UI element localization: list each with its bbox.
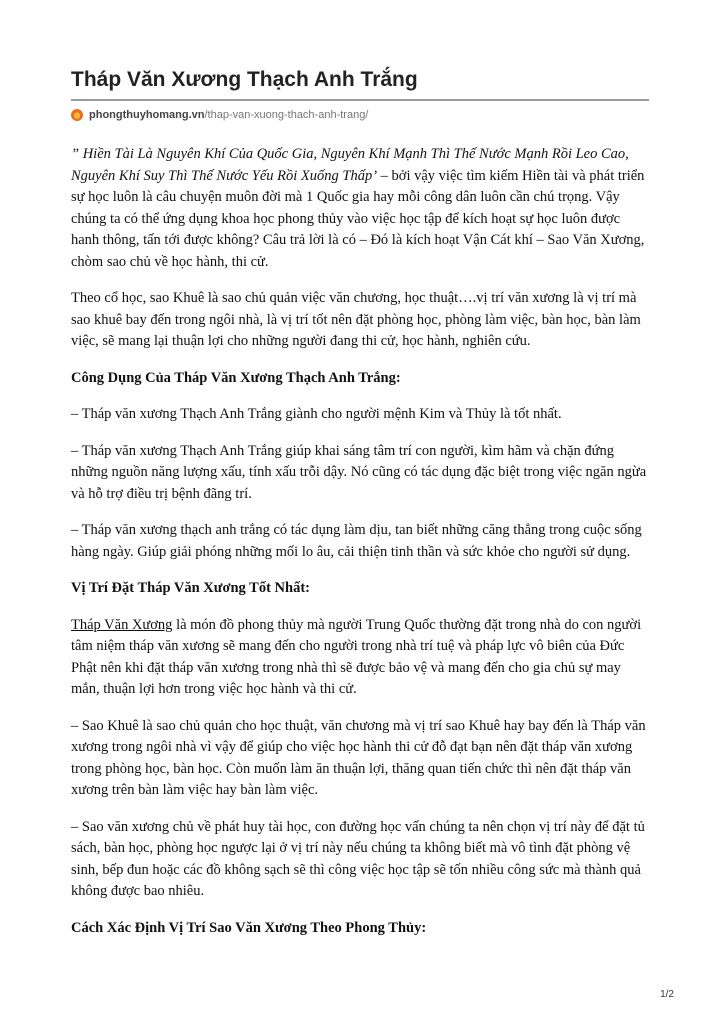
page-number: 1/2 <box>660 989 674 1000</box>
source-path[interactable]: /thap-van-xuong-thach-anh-trang/ <box>204 109 369 121</box>
title-divider <box>71 99 649 101</box>
paragraph-2: – Tháp văn xương Thạch Anh Trắng giành cho người mệnh Kim và Thủy là tốt nhất. <box>71 406 562 422</box>
paragraph-1: Theo cổ học, sao Khuê là sao chủ quản việc văn chương, học thuật….vị trí văn xương là vị trí mà sao khuê bay đến trong ngôi nhà, là vị trí tốt nên đặt phòng học, phòng làm việc, bàn học, bàn làm việc, sẽ mang lại thuận lợi cho những người đang thi cử, học hành, nghiên cứu. <box>71 290 641 349</box>
intro-quote: ” Hiền Tài Là Nguyên Khí Của Quốc Gia, Nguyên Khí Mạnh Thì Thế Nước Mạnh Rồi Leo Cao, Nguyên Khí Suy Thì Thế Nước Yếu Rồi Xuống Thấp’ <box>71 146 629 184</box>
paragraph-4: – Tháp văn xương thạch anh trắng có tác dụng làm dịu, tan biết những căng thẳng trong cuộc sống hàng ngày. Giúp giải phóng những mối lo âu, cải thiện tinh thần và sức khỏe cho người sử dụng. <box>71 522 642 560</box>
section-heading-uses: Công Dụng Của Tháp Văn Xương Thạch Anh Trắng: <box>71 369 401 386</box>
source-domain[interactable]: phongthuyhomang.vn <box>89 109 205 121</box>
intro-paragraph <box>71 144 649 273</box>
site-favicon-icon <box>71 109 83 121</box>
intro-text: – bởi vậy việc tìm kiếm Hiền tài và phát triển sự học luôn là câu chuyện muôn đời mà 1 Quốc gia hay mỗi công dân luôn cần chú trọng. Vậy chúng ta có thể ứng dụng khoa học phong thủy vào việc học tập để kích hoạt sự học luôn được hanh thông, tấn tới được không? Câu trả lời là có – Đó là kích hoạt Vận Cát khí – Sao Văn Xương, chòm sao chủ về học hành, thi cử. <box>71 167 645 270</box>
thap-van-xuong-link[interactable]: Tháp Văn Xương <box>71 616 173 633</box>
paragraph-6: – Sao Khuê là sao chủ quản cho học thuật, văn chương mà vị trí sao Khuê hay bay đến là Tháp văn xương trong ngôi nhà vì vậy để giúp cho việc học hành thi cử đỗ đạt bạn nên đặt tháp văn xương trong phòng học, bàn học. Còn muốn làm ăn thuận lợi, thăng quan tiến chức thì nên đặt tháp văn xương trên bàn làm việc hay bàn làm việc. <box>71 717 646 798</box>
paragraph-7: – Sao văn xương chủ về phát huy tài học, con đường học vấn chúng ta nên chọn vị trí này để đặt tủ sách, bàn học, phòng học ngược lại ở vị trí này nếu chúng ta không biết mà vô tình đặt phòng vệ sinh, bếp đun hoặc các đồ không sạch sẽ thì công việc học tập sẽ tốn nhiều công sức mà thành quả không được bao nhiêu. <box>71 818 645 899</box>
section-heading-determine: Cách Xác Định Vị Trí Sao Văn Xương Theo Phong Thủy: <box>71 919 427 936</box>
article-body <box>71 144 649 954</box>
paragraph-3: – Tháp văn xương Thạch Anh Trắng giúp khai sáng tâm trí con người, kìm hãm và chặn đứng những nguồn năng lượng xấu, tính xấu trỗi dậy. Nó cũng có tác dụng đặc biệt trong việc ngăn ngừa và hỗ trợ điều trị bệnh đãng trí. <box>71 442 647 502</box>
source-line <box>71 106 649 124</box>
paragraph-5-text: là món đồ phong thủy mà người Trung Quốc thường đặt trong nhà do con người tâm niệm tháp văn xương sẽ mang đến cho người trong nhà trí tuệ và pháp lực vô biên của Đức Phật nên khi đặt tháp văn xương trong nhà thì sẽ được bảo vệ và mang đến cho gia chủ sự may mắn, thuận lợi hơn trong việc học hành và thi cử. <box>71 616 642 697</box>
section-heading-placement: Vị Trí Đặt Tháp Văn Xương Tốt Nhất: <box>71 580 310 596</box>
paragraph-5 <box>71 615 649 701</box>
page-title: Tháp Văn Xương Thạch Anh Trắng <box>71 68 418 91</box>
